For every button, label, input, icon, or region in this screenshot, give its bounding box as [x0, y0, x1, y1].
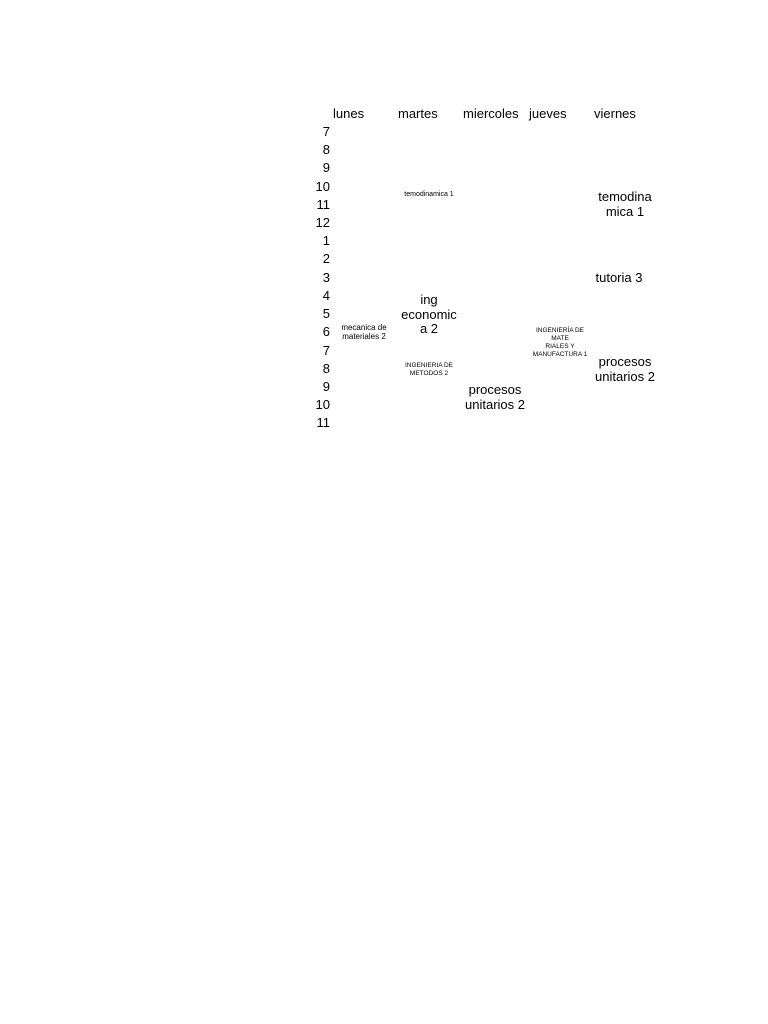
- subject-procesos-viernes: [590, 355, 660, 384]
- subject-line: MANUFACTURA 1: [532, 351, 588, 359]
- hour-label: 9: [322, 160, 330, 175]
- subject-line: unitarios 2: [595, 368, 655, 384]
- subject-line: INGENIERÍA DE: [535, 327, 585, 334]
- subject-materiales-jueves: [528, 327, 592, 360]
- subject-line: procesos: [598, 354, 652, 369]
- subject-ing-economica-martes: [395, 293, 463, 337]
- hour-label: 11: [316, 415, 330, 430]
- subject-line: temodina: [598, 189, 652, 204]
- hour-label: 8: [322, 361, 330, 376]
- subject-temodinamica-viernes: [590, 190, 660, 219]
- subject-line: materiales 2: [342, 331, 386, 341]
- hour-label: 8: [322, 142, 330, 157]
- subject-tutoria-viernes: [584, 271, 654, 286]
- hour-label: 4: [322, 288, 330, 303]
- hour-label: 2: [322, 251, 330, 266]
- hour-label: 1: [322, 233, 330, 248]
- subject-line: METODOS 2: [409, 370, 449, 378]
- hour-label: 9: [322, 379, 330, 394]
- subject-procesos-miercoles: [459, 383, 531, 412]
- subject-metodos-martes: [399, 362, 459, 378]
- subject-line: RIALES Y: [545, 343, 575, 351]
- hour-label: 11: [316, 197, 330, 212]
- hour-label: 10: [315, 397, 330, 412]
- subject-line: tutoria 3: [595, 270, 643, 285]
- subject-temodinamica-martes: [399, 191, 459, 199]
- day-header-jueves: jueves: [529, 106, 567, 121]
- day-header-miercoles: miercoles: [463, 106, 519, 121]
- hour-label: 6: [322, 324, 330, 339]
- day-header-viernes: viernes: [594, 106, 636, 121]
- subject-line: procesos: [468, 382, 522, 397]
- subject-line: INGENIERIA DE: [404, 362, 454, 369]
- subject-line: ing: [420, 292, 438, 307]
- subject-line: economic: [401, 306, 457, 322]
- hour-label: 3: [322, 270, 330, 285]
- subject-mecanica-lunes: [336, 324, 392, 342]
- subject-line: mecanica de: [341, 323, 387, 332]
- hour-label: 7: [322, 343, 330, 358]
- hour-label: 7: [322, 124, 330, 139]
- subject-line: MATE: [551, 335, 569, 343]
- day-header-martes: martes: [398, 106, 438, 121]
- subject-line: unitarios 2: [465, 396, 525, 412]
- hour-label: 5: [322, 306, 330, 321]
- subject-line: temodinamica 1: [404, 191, 454, 198]
- hour-label: 12: [315, 215, 330, 230]
- subject-line: a 2: [419, 321, 439, 337]
- hour-label: 10: [315, 179, 330, 194]
- day-header-lunes: lunes: [333, 106, 365, 121]
- subject-line: mica 1: [605, 203, 645, 219]
